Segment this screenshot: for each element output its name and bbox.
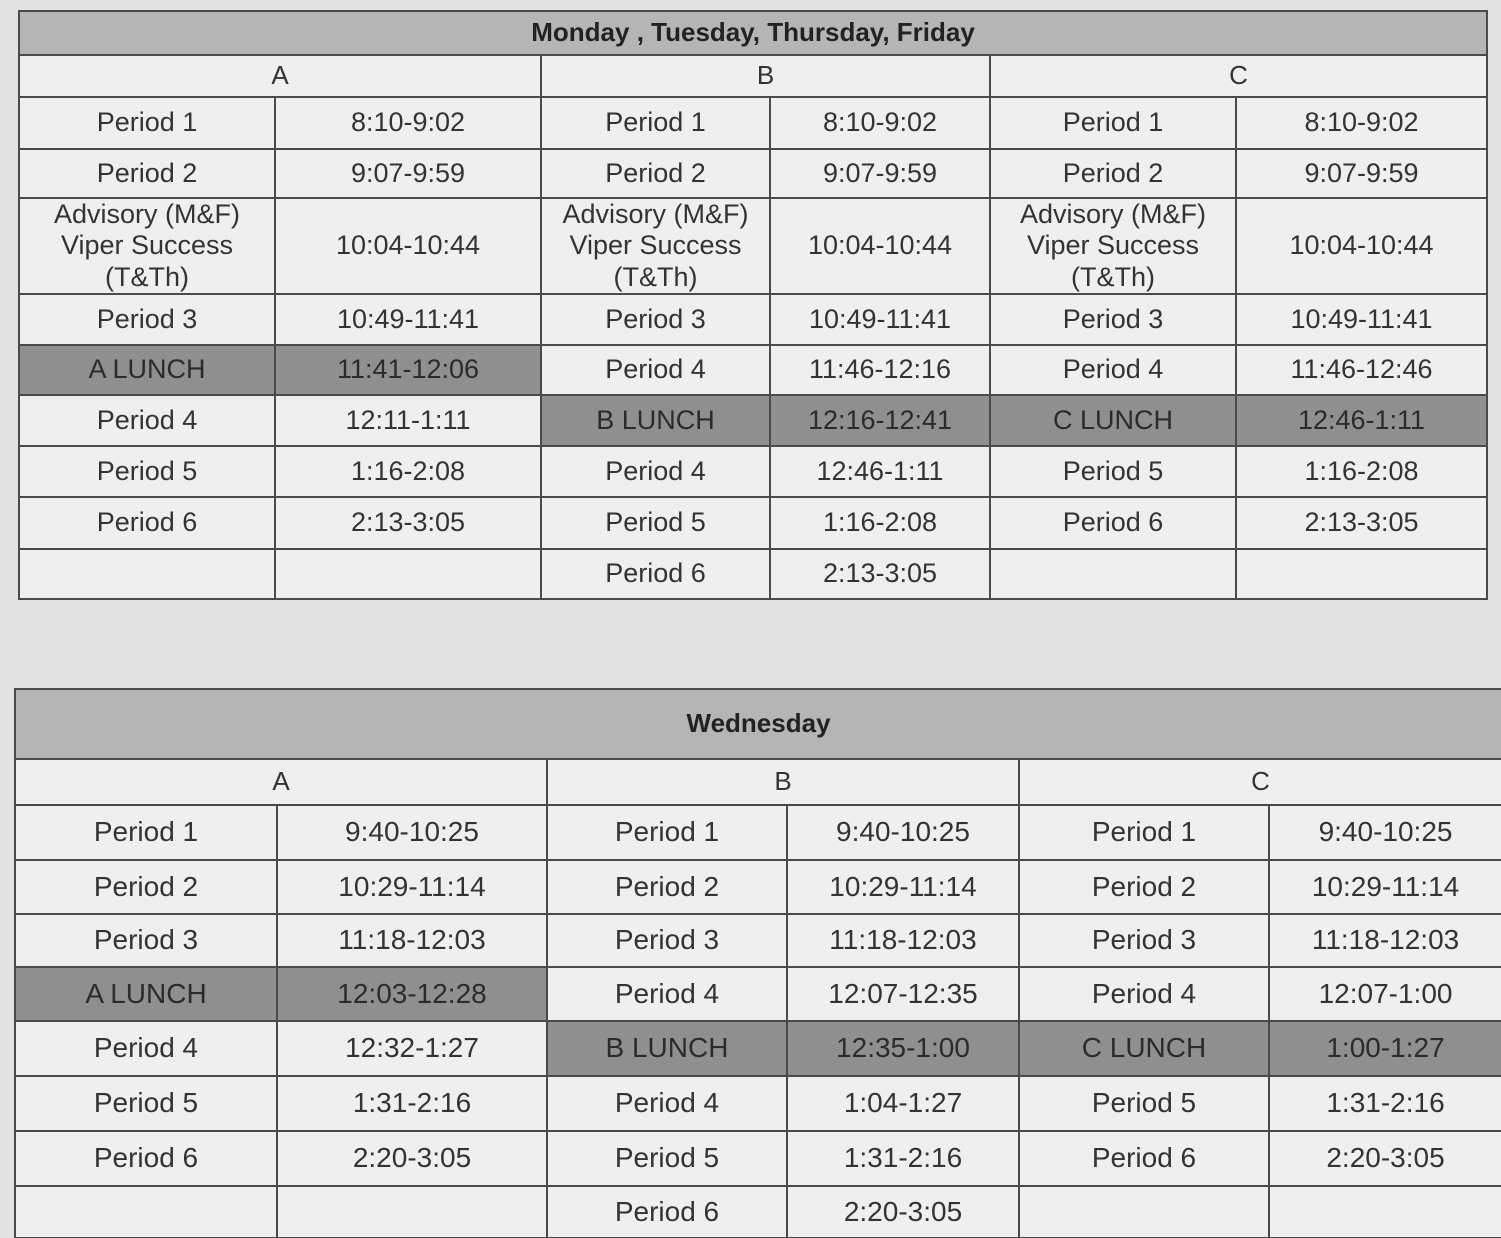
wed-group-a-time: 12:03-12:28 <box>277 967 547 1021</box>
wed-group-b-time: 12:07-12:35 <box>787 967 1019 1021</box>
wed-group-b-time: 11:18-12:03 <box>787 914 1019 967</box>
schedule-row <box>19 549 1487 599</box>
mttf-group-b-time: 10:04-10:44 <box>770 198 990 294</box>
wed-group-b-period-label: Period 6 <box>547 1186 787 1238</box>
mttf-group-b-header: B <box>541 55 990 97</box>
mttf-group-c-time <box>1236 549 1487 599</box>
wed-group-c-period-label: Period 6 <box>1019 1131 1269 1186</box>
mttf-group-a-time: 2:13-3:05 <box>275 497 541 549</box>
mttf-group-c-time: 12:46-1:11 <box>1236 395 1487 446</box>
wed-group-b-period-label: Period 5 <box>547 1131 787 1186</box>
wed-title: Wednesday <box>15 689 1501 759</box>
mttf-group-a-period-label: Period 3 <box>19 294 275 345</box>
mttf-group-c-period-label <box>990 549 1236 599</box>
wed-group-c-time: 1:00-1:27 <box>1269 1021 1501 1076</box>
wednesday-schedule-table <box>14 688 1501 1238</box>
wed-group-a-period-label: Period 5 <box>15 1076 277 1131</box>
wed-group-a-time: 2:20-3:05 <box>277 1131 547 1186</box>
wed-group-a-period-label <box>15 1186 277 1238</box>
wed-group-a-time: 10:29-11:14 <box>277 860 547 914</box>
mttf-group-b-time: 11:46-12:16 <box>770 345 990 395</box>
mttf-group-b-period-label: Period 6 <box>541 549 770 599</box>
mttf-group-c-period-label: Period 6 <box>990 497 1236 549</box>
mttf-group-a-time: 10:04-10:44 <box>275 198 541 294</box>
mttf-group-c-time: 8:10-9:02 <box>1236 97 1487 149</box>
mttf-group-a-time: 12:11-1:11 <box>275 395 541 446</box>
wed-group-b-period-label: B LUNCH <box>547 1021 787 1076</box>
wed-group-a-time: 1:31-2:16 <box>277 1076 547 1131</box>
mttf-group-b-period-label: Period 1 <box>541 97 770 149</box>
schedule-row <box>19 345 1487 395</box>
mttf-group-c-period-label: Period 1 <box>990 97 1236 149</box>
wed-group-c-time: 10:29-11:14 <box>1269 860 1501 914</box>
mttf-group-a-time: 10:49-11:41 <box>275 294 541 345</box>
wed-group-a-header: A <box>15 759 547 805</box>
mttf-group-c-time: 2:13-3:05 <box>1236 497 1487 549</box>
wed-group-a-period-label: A LUNCH <box>15 967 277 1021</box>
schedule-row <box>19 149 1487 198</box>
schedule-row <box>19 395 1487 446</box>
mttf-group-a-time: 11:41-12:06 <box>275 345 541 395</box>
mttf-group-a-period-label: A LUNCH <box>19 345 275 395</box>
wed-group-c-period-label: Period 5 <box>1019 1076 1269 1131</box>
schedule-row <box>19 97 1487 149</box>
mttf-title: Monday , Tuesday, Thursday, Friday <box>19 11 1487 55</box>
mttf-group-c-time: 10:49-11:41 <box>1236 294 1487 345</box>
schedule-row <box>15 805 1501 860</box>
schedule-row <box>19 294 1487 345</box>
wed-group-b-period-label: Period 2 <box>547 860 787 914</box>
mttf-group-a-header: A <box>19 55 541 97</box>
mttf-group-b-time: 8:10-9:02 <box>770 97 990 149</box>
mttf-group-a-time <box>275 549 541 599</box>
schedule-row <box>15 1076 1501 1131</box>
wed-group-c-time: 9:40-10:25 <box>1269 805 1501 860</box>
wed-group-a-time: 9:40-10:25 <box>277 805 547 860</box>
mttf-group-c-time: 1:16-2:08 <box>1236 446 1487 497</box>
wed-group-c-time <box>1269 1186 1501 1238</box>
mttf-group-a-period-label: Advisory (M&F) Viper Success (T&Th) <box>19 198 275 294</box>
wed-group-b-time: 9:40-10:25 <box>787 805 1019 860</box>
mttf-group-a-period-label: Period 6 <box>19 497 275 549</box>
wed-group-c-period-label: Period 1 <box>1019 805 1269 860</box>
schedule-row <box>15 1021 1501 1076</box>
schedule-row <box>15 1186 1501 1238</box>
mttf-group-b-period-label: Period 4 <box>541 345 770 395</box>
mttf-group-c-period-label: C LUNCH <box>990 395 1236 446</box>
wed-group-b-time: 12:35-1:00 <box>787 1021 1019 1076</box>
wed-group-b-time: 1:31-2:16 <box>787 1131 1019 1186</box>
wed-group-a-period-label: Period 2 <box>15 860 277 914</box>
mttf-group-b-time: 10:49-11:41 <box>770 294 990 345</box>
schedule-row <box>19 497 1487 549</box>
wed-group-b-period-label: Period 1 <box>547 805 787 860</box>
wed-group-b-time: 2:20-3:05 <box>787 1186 1019 1238</box>
wed-group-c-period-label: Period 4 <box>1019 967 1269 1021</box>
wed-group-c-time: 11:18-12:03 <box>1269 914 1501 967</box>
mttf-group-b-period-label: B LUNCH <box>541 395 770 446</box>
wed-group-c-period-label: Period 2 <box>1019 860 1269 914</box>
wed-group-c-time: 2:20-3:05 <box>1269 1131 1501 1186</box>
mttf-group-a-period-label: Period 2 <box>19 149 275 198</box>
wed-group-b-period-label: Period 3 <box>547 914 787 967</box>
mttf-group-b-time: 9:07-9:59 <box>770 149 990 198</box>
schedule-row <box>15 967 1501 1021</box>
mttf-group-b-period-label: Period 3 <box>541 294 770 345</box>
mttf-group-a-period-label <box>19 549 275 599</box>
mttf-group-b-time: 12:16-12:41 <box>770 395 990 446</box>
mttf-group-c-period-label: Period 2 <box>990 149 1236 198</box>
wed-group-a-period-label: Period 6 <box>15 1131 277 1186</box>
wed-group-c-period-label <box>1019 1186 1269 1238</box>
schedule-row <box>19 446 1487 497</box>
mttf-schedule-table <box>18 10 1488 600</box>
mttf-group-b-period-label: Advisory (M&F) Viper Success (T&Th) <box>541 198 770 294</box>
mttf-group-c-time: 10:04-10:44 <box>1236 198 1487 294</box>
wed-group-a-time: 11:18-12:03 <box>277 914 547 967</box>
wed-group-b-period-label: Period 4 <box>547 1076 787 1131</box>
mttf-group-a-period-label: Period 5 <box>19 446 275 497</box>
wed-group-a-time <box>277 1186 547 1238</box>
mttf-group-c-time: 9:07-9:59 <box>1236 149 1487 198</box>
mttf-group-b-period-label: Period 2 <box>541 149 770 198</box>
schedule-row <box>15 860 1501 914</box>
wed-group-a-period-label: Period 3 <box>15 914 277 967</box>
mttf-group-a-time: 1:16-2:08 <box>275 446 541 497</box>
mttf-group-a-time: 9:07-9:59 <box>275 149 541 198</box>
wed-group-a-time: 12:32-1:27 <box>277 1021 547 1076</box>
schedule-row <box>15 1131 1501 1186</box>
wed-group-c-time: 12:07-1:00 <box>1269 967 1501 1021</box>
wed-group-c-header: C <box>1019 759 1501 805</box>
mttf-group-c-period-label: Period 5 <box>990 446 1236 497</box>
mttf-group-c-period-label: Advisory (M&F) Viper Success (T&Th) <box>990 198 1236 294</box>
mttf-group-c-period-label: Period 4 <box>990 345 1236 395</box>
mttf-group-b-time: 1:16-2:08 <box>770 497 990 549</box>
mttf-group-c-time: 11:46-12:46 <box>1236 345 1487 395</box>
wed-group-c-period-label: C LUNCH <box>1019 1021 1269 1076</box>
mttf-group-c-header: C <box>990 55 1487 97</box>
mttf-group-a-period-label: Period 4 <box>19 395 275 446</box>
schedule-row <box>19 198 1487 294</box>
mttf-group-b-time: 2:13-3:05 <box>770 549 990 599</box>
mttf-group-a-time: 8:10-9:02 <box>275 97 541 149</box>
mttf-group-a-period-label: Period 1 <box>19 97 275 149</box>
wed-group-b-header: B <box>547 759 1019 805</box>
wed-group-a-period-label: Period 1 <box>15 805 277 860</box>
schedule-row <box>15 914 1501 967</box>
wed-group-c-time: 1:31-2:16 <box>1269 1076 1501 1131</box>
wed-group-a-period-label: Period 4 <box>15 1021 277 1076</box>
wed-group-b-time: 1:04-1:27 <box>787 1076 1019 1131</box>
wed-group-b-time: 10:29-11:14 <box>787 860 1019 914</box>
mttf-group-b-period-label: Period 4 <box>541 446 770 497</box>
mttf-group-b-time: 12:46-1:11 <box>770 446 990 497</box>
mttf-group-c-period-label: Period 3 <box>990 294 1236 345</box>
mttf-group-b-period-label: Period 5 <box>541 497 770 549</box>
wed-group-b-period-label: Period 4 <box>547 967 787 1021</box>
wed-group-c-period-label: Period 3 <box>1019 914 1269 967</box>
